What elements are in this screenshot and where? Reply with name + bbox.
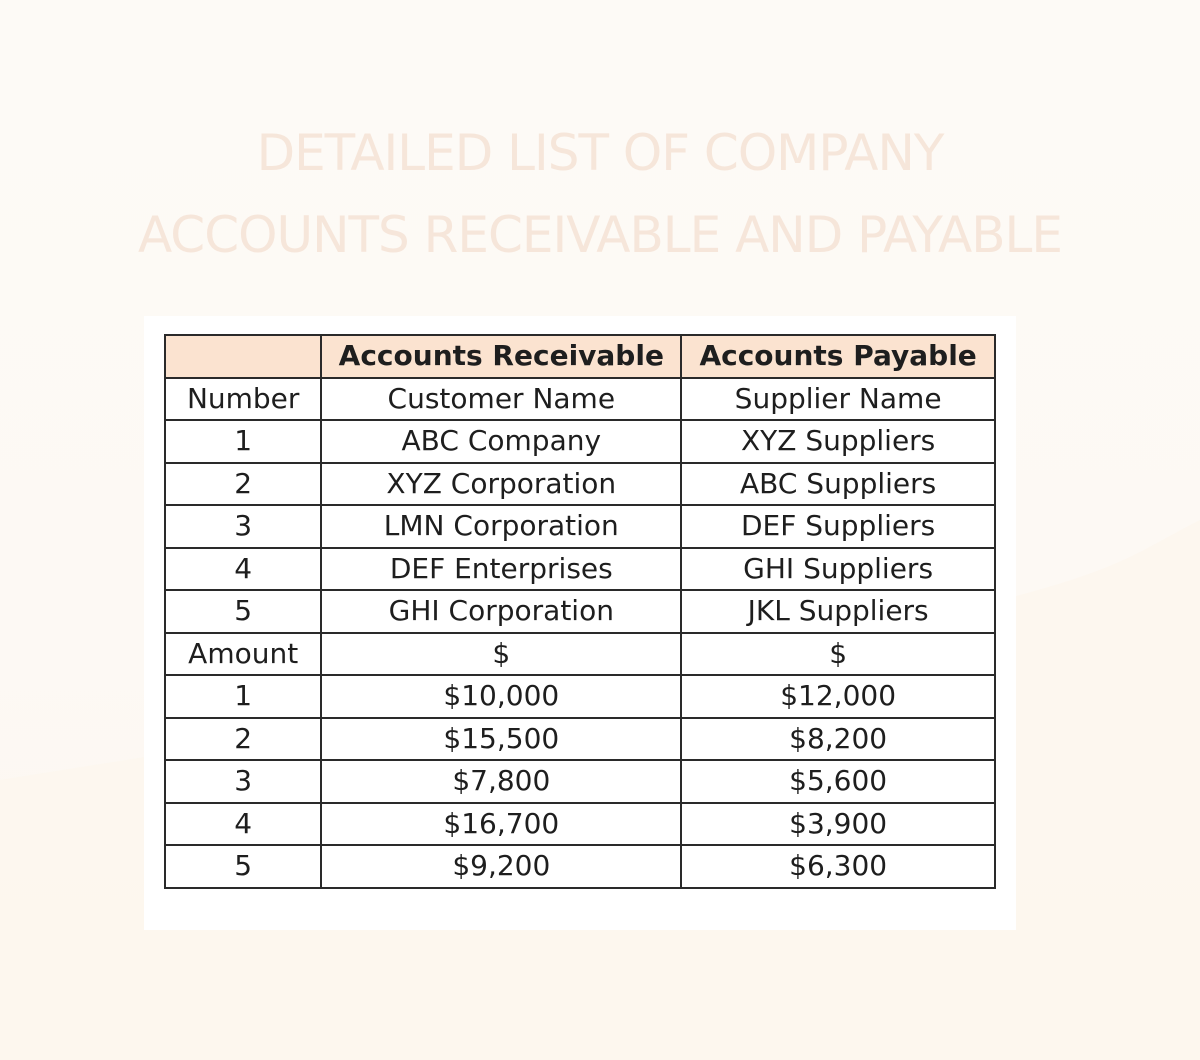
- table-cell: Customer Name: [321, 378, 681, 421]
- table-cell: 2: [165, 463, 321, 506]
- table-cell: $5,600: [681, 760, 995, 803]
- table-cell: GHI Corporation: [321, 590, 681, 633]
- table-row: [165, 718, 995, 761]
- table-cell: $12,000: [681, 675, 995, 718]
- table-row: [165, 845, 995, 888]
- accounts-table: [164, 334, 996, 889]
- table-cell: DEF Suppliers: [681, 505, 995, 548]
- table-cell: ABC Company: [321, 420, 681, 463]
- table-row: [165, 760, 995, 803]
- table-cell: $8,200: [681, 718, 995, 761]
- header-cell-accounts-payable: Accounts Payable: [681, 335, 995, 378]
- table-cell: 1: [165, 675, 321, 718]
- table-cell: 2: [165, 718, 321, 761]
- table-row: [165, 505, 995, 548]
- table-cell: $6,300: [681, 845, 995, 888]
- table-cell: $10,000: [321, 675, 681, 718]
- table-cell: $15,500: [321, 718, 681, 761]
- table-row: [165, 590, 995, 633]
- table-row: [165, 548, 995, 591]
- table-cell: 1: [165, 420, 321, 463]
- table-cell: 4: [165, 803, 321, 846]
- table-cell: 4: [165, 548, 321, 591]
- table-cell: Number: [165, 378, 321, 421]
- table-cell: Supplier Name: [681, 378, 995, 421]
- header-cell-blank: [165, 335, 321, 378]
- table-cell: XYZ Suppliers: [681, 420, 995, 463]
- title-line-2: ACCOUNTS RECEIVABLE AND PAYABLE: [137, 206, 1062, 264]
- page-title: [0, 112, 1200, 276]
- table-cell: 3: [165, 505, 321, 548]
- table-cell: JKL Suppliers: [681, 590, 995, 633]
- table-row: [165, 463, 995, 506]
- table-row: [165, 633, 995, 676]
- table-row: [165, 803, 995, 846]
- table-cell: 3: [165, 760, 321, 803]
- table-cell: LMN Corporation: [321, 505, 681, 548]
- table-header-row: [165, 335, 995, 378]
- table-cell: GHI Suppliers: [681, 548, 995, 591]
- table-row: [165, 378, 995, 421]
- table-cell: ABC Suppliers: [681, 463, 995, 506]
- table-cell: Amount: [165, 633, 321, 676]
- table-cell: $9,200: [321, 845, 681, 888]
- table-cell: 5: [165, 845, 321, 888]
- table-cell: 5: [165, 590, 321, 633]
- table-cell: $: [681, 633, 995, 676]
- header-cell-accounts-receivable: Accounts Receivable: [321, 335, 681, 378]
- title-line-1: DETAILED LIST OF COMPANY: [256, 124, 944, 182]
- table-cell: DEF Enterprises: [321, 548, 681, 591]
- table-row: [165, 420, 995, 463]
- table-cell: $: [321, 633, 681, 676]
- table-cell: $3,900: [681, 803, 995, 846]
- table-row: [165, 675, 995, 718]
- table-cell: XYZ Corporation: [321, 463, 681, 506]
- table-cell: $7,800: [321, 760, 681, 803]
- table-cell: $16,700: [321, 803, 681, 846]
